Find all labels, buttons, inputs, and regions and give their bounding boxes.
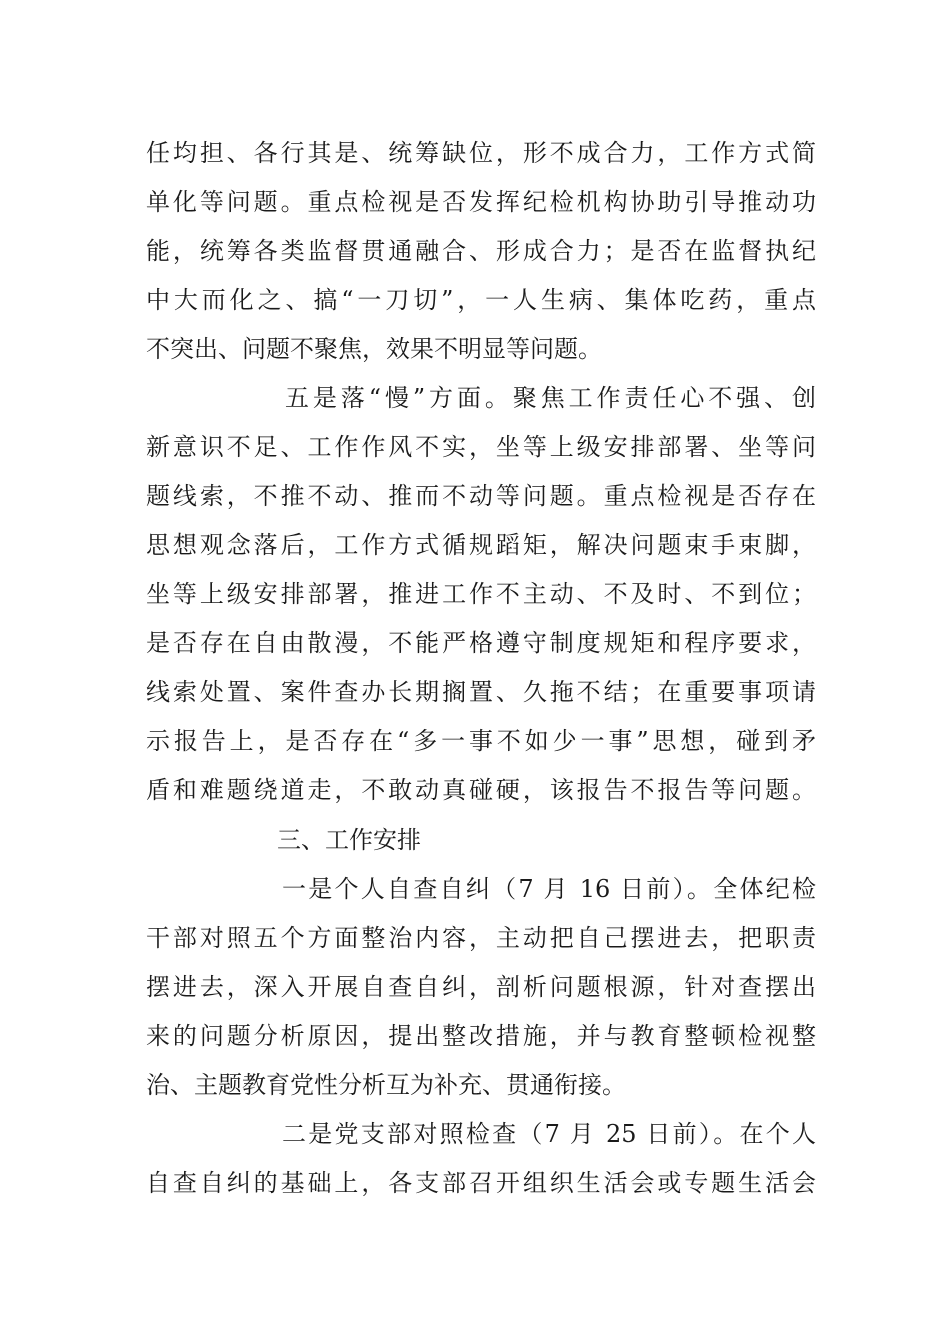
body-line-12: 线索处置、案件查办长期搁置、久拖不结；在重要事项请 bbox=[146, 678, 816, 706]
body-line-18: 摆进去，深入开展自查自纠，剖析问题根源，针对查摆出 bbox=[146, 973, 816, 1001]
body-line-8: 题线索，不推不动、推而不动等问题。重点检视是否存在 bbox=[146, 482, 816, 510]
step-one-first-line: 一是个人自查自纠（7 月 16 日前）。全体纪检 bbox=[282, 875, 816, 903]
body-line-9: 思想观念落后，工作方式循规蹈矩，解决问题束手束脚， bbox=[146, 531, 816, 559]
body-line-10: 坐等上级安排部署，推进工作不主动、不及时、不到位； bbox=[146, 580, 816, 608]
body-line-7: 新意识不足、工作作风不实，坐等上级安排部署、坐等问 bbox=[146, 433, 816, 461]
body-line-4: 中大而化之、搞“一刀切”，一人生病、集体吃药，重点 bbox=[146, 286, 816, 314]
body-line-17: 干部对照五个方面整治内容，主动把自己摆进去，把职责 bbox=[146, 924, 816, 952]
body-line-5: 不突出、问题不聚焦，效果不明显等问题。 bbox=[146, 335, 602, 363]
body-line-13: 示报告上，是否存在“多一事不如少一事”思想，碰到矛 bbox=[146, 727, 816, 755]
body-line-11: 是否存在自由散漫，不能严格遵守制度规矩和程序要求， bbox=[146, 629, 816, 657]
body-line-14: 盾和难题绕道走，不敢动真碰硬，该报告不报告等问题。 bbox=[146, 776, 816, 804]
body-line-20: 治、主题教育党性分析互为补充、贯通衔接。 bbox=[146, 1071, 626, 1099]
body-line-19: 来的问题分析原因，提出整改措施，并与教育整顿检视整 bbox=[146, 1022, 816, 1050]
section-heading: 三、工作安排 bbox=[277, 826, 421, 854]
body-line-3: 能，统筹各类监督贯通融合、形成合力；是否在监督执纪 bbox=[146, 237, 816, 265]
body-line-2: 单化等问题。重点检视是否发挥纪检机构协助引导推动功 bbox=[146, 188, 816, 216]
section-five-first-line: 五是落“慢”方面。聚焦工作责任心不强、创 bbox=[285, 384, 816, 412]
step-two-first-line: 二是党支部对照检查（7 月 25 日前）。在个人 bbox=[282, 1120, 816, 1148]
body-line-1: 任均担、各行其是、统筹缺位，形不成合力，工作方式简 bbox=[146, 139, 816, 167]
body-line-22: 自查自纠的基础上，各支部召开组织生活会或专题生活会 bbox=[146, 1169, 816, 1197]
